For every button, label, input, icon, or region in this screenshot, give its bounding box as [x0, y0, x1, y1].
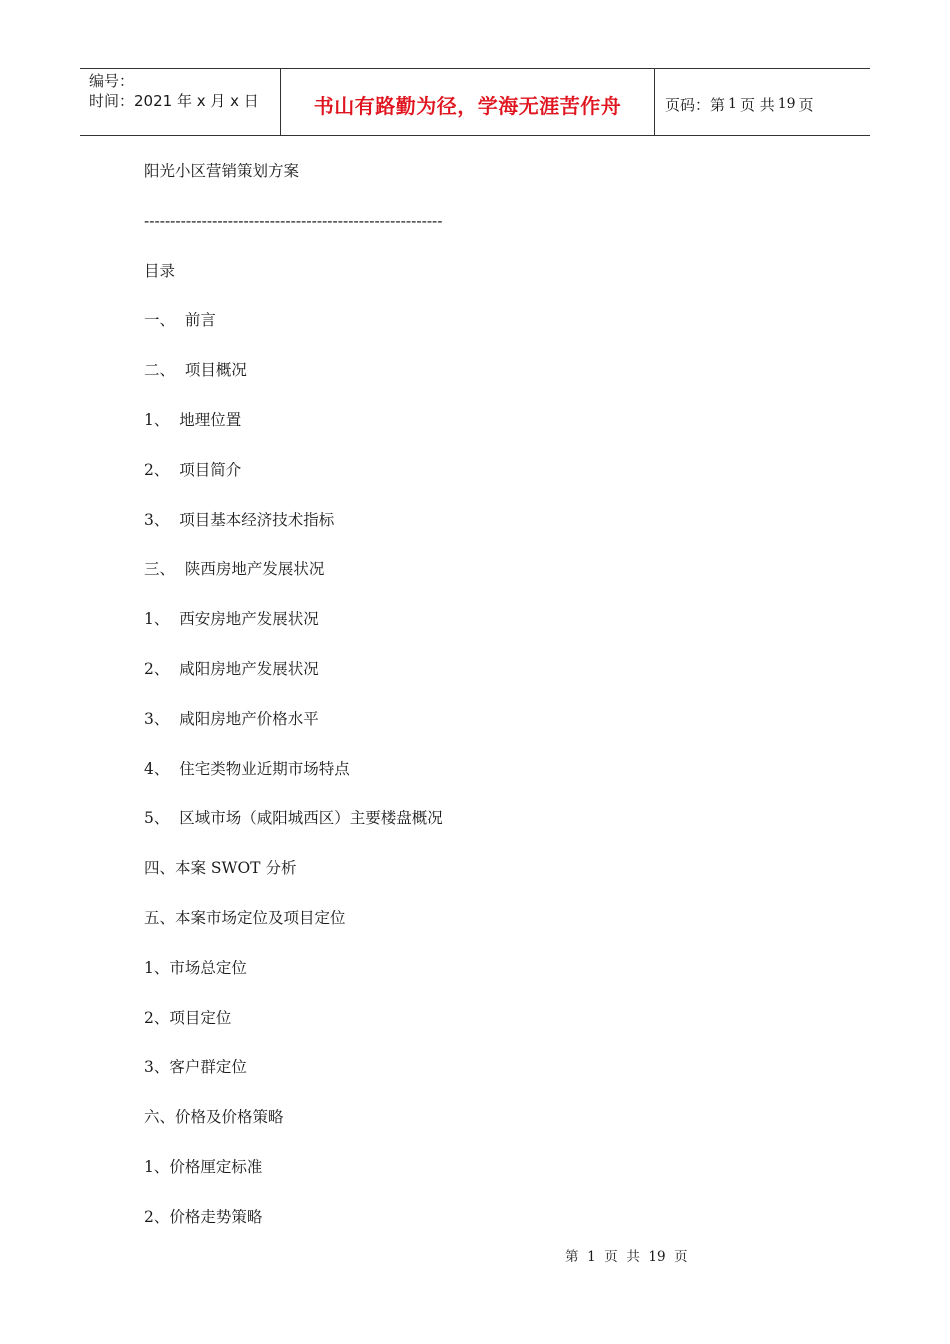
toc-item: 2、项目定位 — [144, 1008, 232, 1027]
page-mid: 页 共 — [739, 95, 775, 114]
document-title: 阳光小区营销策划方案 — [144, 162, 300, 180]
toc-item: 一、 前言 — [144, 311, 216, 330]
separator-line: --------------------------------------------------------- — [144, 211, 443, 230]
document-body — [144, 158, 844, 1254]
date-label: 时间：2021 年 x 月 x 日 — [89, 92, 259, 110]
header-motto-cell — [281, 69, 655, 135]
toc-item: 二、 项目概况 — [144, 361, 247, 380]
toc-item: 三、 陕西房地产发展状况 — [144, 560, 325, 579]
toc-item: 2、 项目简介 — [144, 460, 242, 479]
page-suffix: 页 — [798, 95, 814, 114]
page-prefix: 页码：第 — [665, 95, 726, 114]
toc-item: 4、 住宅类物业近期市场特点 — [144, 759, 350, 778]
toc-item: 2、价格走势策略 — [144, 1207, 263, 1226]
header-meta-cell — [80, 69, 281, 135]
toc-item: 5、 区域市场（咸阳城西区）主要楼盘概况 — [144, 809, 443, 828]
motto-text: 书山有路勤为径，学海无涯苦作舟 — [313, 93, 622, 118]
toc-item: 3、 项目基本经济技术指标 — [144, 510, 335, 529]
toc-item: 六、价格及价格策略 — [144, 1108, 284, 1127]
toc-item: 1、价格厘定标准 — [144, 1157, 263, 1176]
toc-item: 1、 地理位置 — [144, 410, 242, 429]
document-header — [80, 68, 870, 136]
toc-item: 1、市场总定位 — [144, 958, 247, 977]
toc-item: 1、 西安房地产发展状况 — [144, 610, 319, 629]
toc-item: 四、本案 SWOT 分析 — [144, 859, 297, 878]
serial-number-label: 编号： — [89, 72, 135, 90]
toc-item: 2、 咸阳房地产发展状况 — [144, 659, 319, 678]
footer-page-number: 第 1 页 共 19 页 — [565, 1249, 688, 1265]
toc-item: 五、本案市场定位及项目定位 — [144, 908, 346, 927]
page-total: 19 — [777, 96, 796, 112]
page-current: 1 — [728, 96, 737, 112]
header-page-cell — [655, 69, 870, 135]
toc-item: 3、客户群定位 — [144, 1058, 247, 1077]
toc-heading: 目录 — [144, 261, 176, 280]
toc-item: 3、 咸阳房地产价格水平 — [144, 709, 319, 728]
